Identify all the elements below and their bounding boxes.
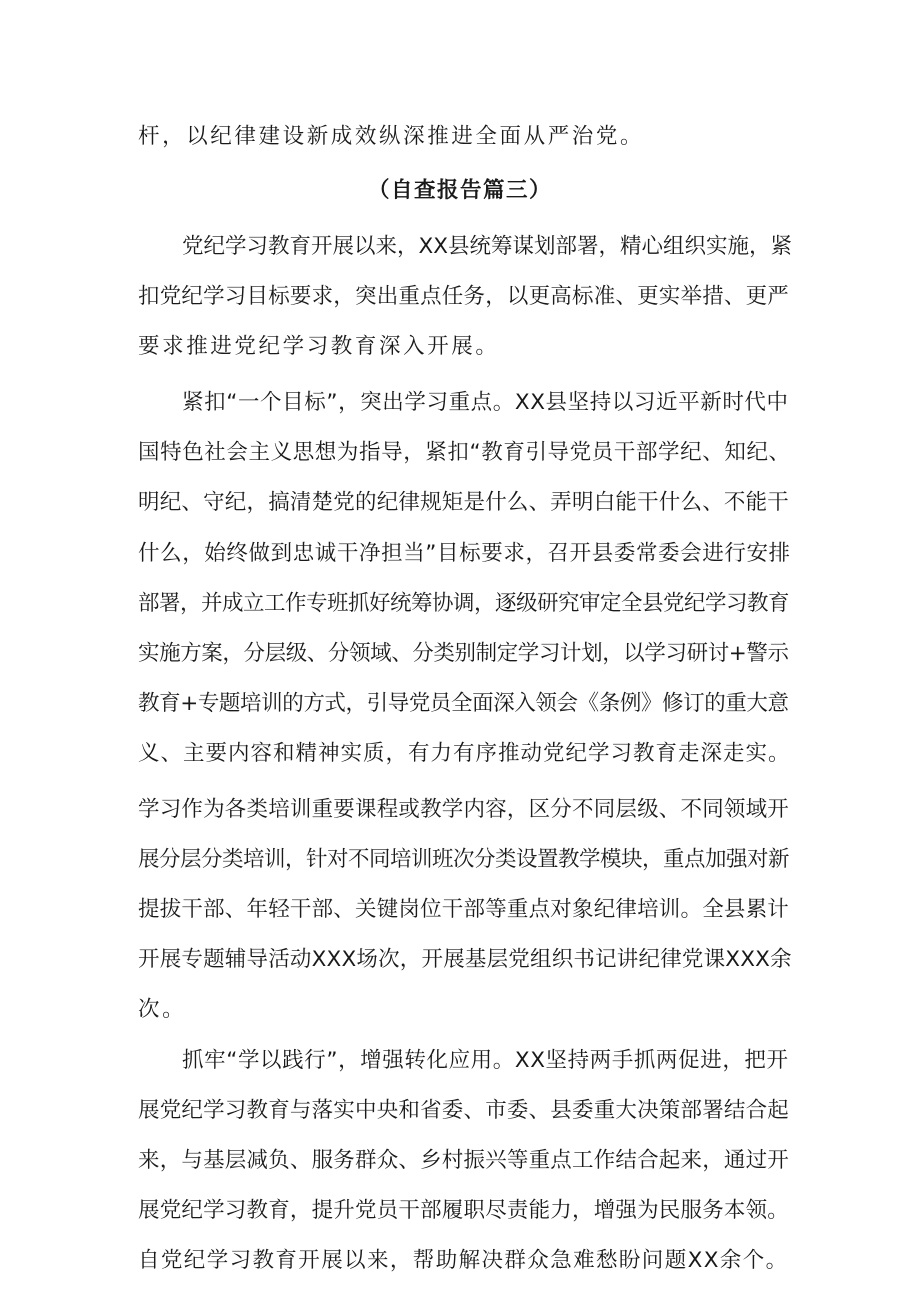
paragraph-1-line-3: 要求推进党纪学习教育深入开展。 xyxy=(138,334,500,359)
paragraph-4-line-5: 自党纪学习教育开展以来，帮助解决群众急难愁盼问题XX余个。 xyxy=(138,1248,789,1273)
paragraph-3-line-2: 展分层分类培训，针对不同培训班次分类设置教学模块，重点加强对新 xyxy=(138,847,790,872)
paragraph-2-line-4: 什么，始终做到忠诚干净担当”目标要求，召开县委常委会进行安排 xyxy=(138,541,791,566)
paragraph-3-line-1: 学习作为各类培训重要课程或教学内容，区分不同层级、不同领域开 xyxy=(138,797,790,822)
section-heading: （自查报告篇三） xyxy=(367,178,552,203)
paragraph-4-line-2: 展党纪学习教育与落实中央和省委、市委、县委重大决策部署结合起 xyxy=(138,1098,790,1123)
paragraph-2-line-6: 实施方案，分层级、分领域、分类别制定学习计划，以学习研讨+警示 xyxy=(138,641,789,666)
paragraph-4-line-3: 来，与基层减负、服务群众、乡村振兴等重点工作结合起来，通过开 xyxy=(138,1148,790,1173)
paragraph-2-line-8: 义、主要内容和精神实质，有力有序推动党纪学习教育走深走实。 xyxy=(138,741,791,766)
paragraph-2-line-2: 国特色社会主义思想为指导，紧扣“教育引导党员干部学纪、知纪、 xyxy=(138,440,791,465)
paragraph-3-line-5: 次。 xyxy=(138,997,187,1022)
paragraph-2-line-7: 教育+专题培训的方式，引导党员全面深入领会《条例》修订的重大意 xyxy=(138,691,789,716)
paragraph-3-line-3: 提拔干部、年轻干部、关键岗位干部等重点对象纪律培训。全县累计 xyxy=(138,897,790,922)
paragraph-4-line-4: 展党纪学习教育，提升党员干部履职尽责能力，增强为民服务本领。 xyxy=(138,1198,790,1223)
paragraph-1-line-1: 党纪学习教育开展以来，XX县统筹谋划部署，精心组织实施，紧 xyxy=(182,234,792,259)
paragraph-4-line-1: 抓牢“学以践行”，增强转化应用。XX坚持两手抓两促进，把开 xyxy=(182,1048,789,1073)
text-line-continuation: 杆，以纪律建设新成效纵深推进全面从严治党。 xyxy=(138,124,645,149)
paragraph-2-line-5: 部署，并成立工作专班抓好统筹协调，逐级研究审定全县党纪学习教育 xyxy=(138,591,790,616)
paragraph-3-line-4: 开展专题辅导活动XXX场次，开展基层党组织书记讲纪律党课XXX余 xyxy=(138,947,792,972)
paragraph-1-line-2: 扣党纪学习目标要求，突出重点任务，以更高标准、更实举措、更严 xyxy=(138,284,790,309)
paragraph-2-line-1: 紧扣“一个目标”，突出学习重点。XX县坚持以习近平新时代中 xyxy=(182,390,789,415)
paragraph-2-line-3: 明纪、守纪，搞清楚党的纪律规矩是什么、弄明白能干什么、不能干 xyxy=(138,490,790,515)
